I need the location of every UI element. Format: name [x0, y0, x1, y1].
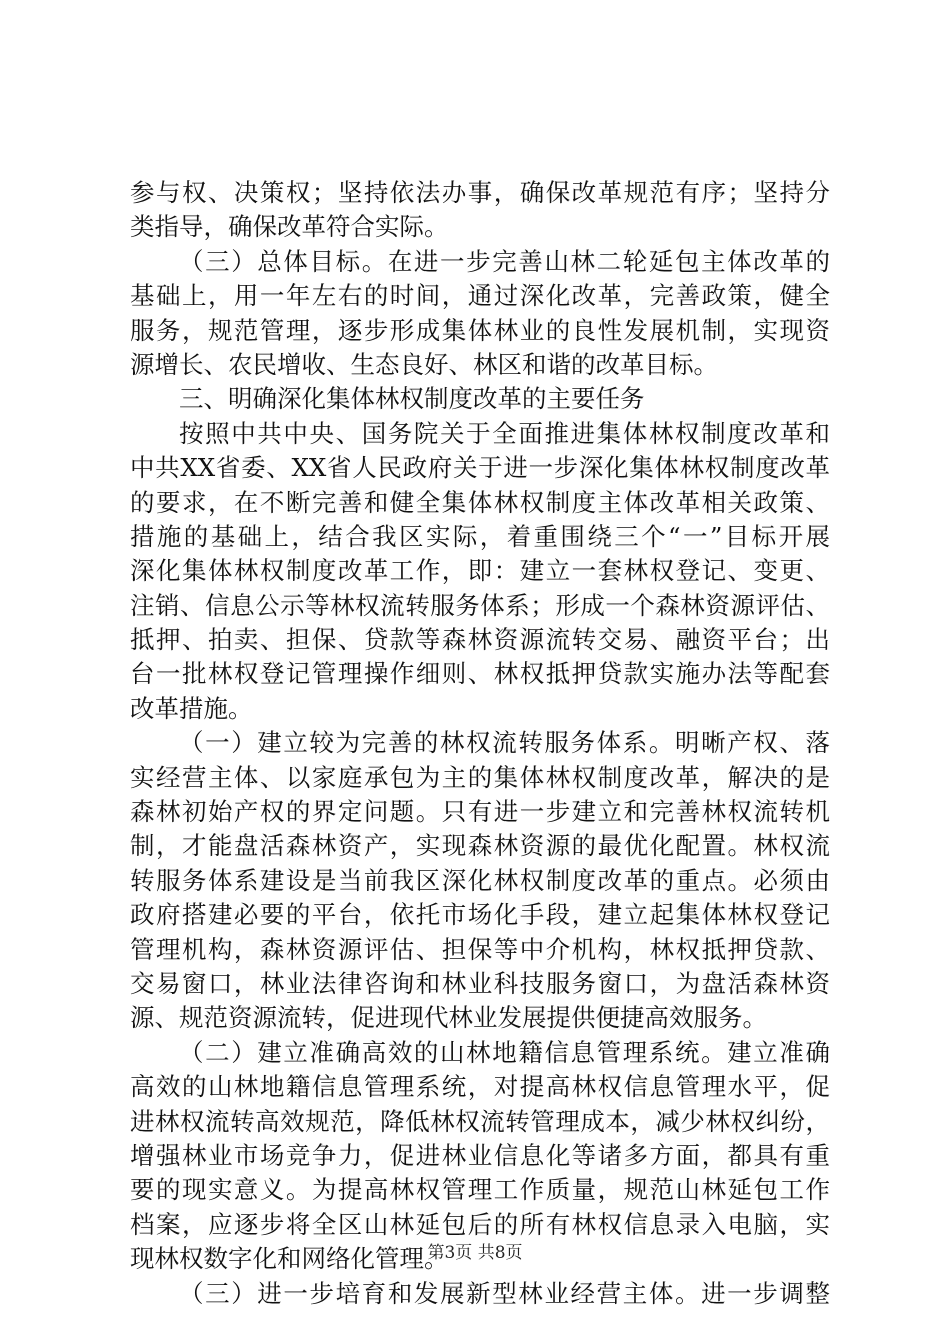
text-line: 进林权流转高效规范，降低林权流转管理成本，减少林权纠纷， — [130, 1106, 830, 1136]
text-line: 现林权数字化和网络化管理。 — [130, 1244, 449, 1274]
text-line: 源、规范资源流转，促进现代林业发展提供便捷高效服务。 — [130, 1003, 767, 1033]
text-line: 档案，应逐步将全区山林延包后的所有林权信息录入电脑，实 — [130, 1209, 830, 1239]
page-footer: 第3页 共8页 — [427, 1243, 523, 1263]
text-line: （三）进一步培育和发展新型林业经营主体。进一步调整 — [179, 1278, 830, 1308]
text-line: 要的现实意义。为提高林权管理工作质量，规范山林延包工作 — [130, 1175, 830, 1205]
text-line: （二）建立准确高效的山林地籍信息管理系统。建立准确 — [179, 1037, 830, 1067]
text-line: （三）总体目标。在进一步完善山林二轮延包主体改革的 — [179, 246, 830, 276]
text-line: 改革措施。 — [130, 693, 253, 723]
text-line: 管理机构，森林资源评估、担保等中介机构，林权抵押贷款、 — [130, 934, 830, 964]
text-line: 高效的山林地籍信息管理系统，对提高林权信息管理水平，促 — [130, 1072, 830, 1102]
text-line: 类指导，确保改革符合实际。 — [130, 212, 449, 242]
text-line: 抵押、拍卖、担保、贷款等森林资源流转交易、融资平台；出 — [130, 625, 830, 655]
text-line: 森林初始产权的界定问题。只有进一步建立和完善林权流转机 — [130, 797, 830, 827]
text-line: 的要求，在不断完善和健全集体林权制度主体改革相关政策、 — [130, 487, 830, 517]
text-line: 措施的基础上，结合我区实际，着重围绕三个“一”目标开展 — [130, 521, 830, 551]
body-text — [130, 176, 830, 1311]
text-line: 按照中共中央、国务院关于全面推进集体林权制度改革和 — [179, 418, 830, 448]
text-line: 源增长、农民增收、生态良好、林区和谐的改革目标。 — [130, 349, 718, 379]
text-line: 转服务体系建设是当前我区深化林权制度改革的重点。必须由 — [130, 865, 830, 895]
text-line: （一）建立较为完善的林权流转服务体系。明晰产权、落 — [179, 728, 830, 758]
text-line: 政府搭建必要的平台，依托市场化手段，建立起集体林权登记 — [130, 900, 830, 930]
text-line: 基础上，用一年左右的时间，通过深化改革，完善政策，健全 — [130, 281, 830, 311]
text-line: 三、明确深化集体林权制度改革的主要任务 — [179, 384, 645, 414]
text-line: 制，才能盘活森林资产，实现森林资源的最优化配置。林权流 — [130, 831, 830, 861]
text-line: 增强林业市场竞争力，促进林业信息化等诸多方面，都具有重 — [130, 1140, 830, 1170]
text-line: 注销、信息公示等林权流转服务体系；形成一个森林资源评估、 — [130, 590, 830, 620]
text-line: 中共XX省委、XX省人民政府关于进一步深化集体林权制度改革 — [130, 453, 830, 483]
text-line: 台一批林权登记管理操作细则、林权抵押贷款实施办法等配套 — [130, 659, 830, 689]
text-line: 交易窗口，林业法律咨询和林业科技服务窗口，为盘活森林资 — [130, 968, 830, 998]
text-line: 深化集体林权制度改革工作，即：建立一套林权登记、变更、 — [130, 556, 830, 586]
text-line: 实经营主体、以家庭承包为主的集体林权制度改革，解决的是 — [130, 762, 830, 792]
text-line: 参与权、决策权；坚持依法办事，确保改革规范有序；坚持分 — [130, 178, 830, 207]
text-line: 服务，规范管理，逐步形成集体林业的良性发展机制，实现资 — [130, 315, 830, 345]
